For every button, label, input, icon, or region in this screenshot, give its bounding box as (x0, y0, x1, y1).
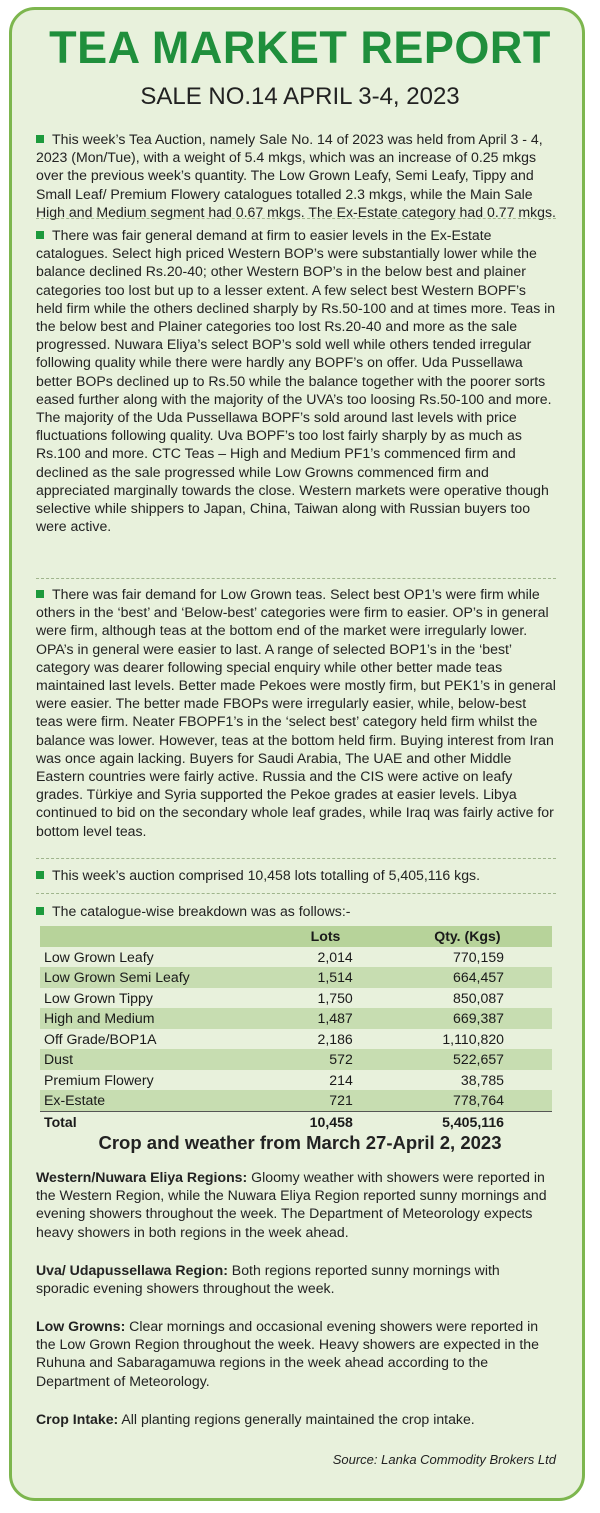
report-title: TEA MARKET REPORT (49, 22, 551, 73)
paragraph-text: The catalogue-wise breakdown was as follows:- (52, 903, 351, 919)
table-row (40, 1049, 552, 1070)
table-cell: 2,014 (317, 948, 353, 965)
table-cell: Ex-Estate (40, 1090, 268, 1111)
table-cell: 10,458 (268, 1111, 383, 1132)
region-label: Uva/ Udapussellawa Region: (36, 1262, 228, 1278)
table-cell: Low Grown Leafy (44, 948, 154, 965)
divider (36, 858, 556, 859)
table-cell: 1,110,820 (442, 1030, 504, 1047)
table-cell: 664,457 (383, 967, 552, 988)
divider (36, 578, 556, 579)
paragraph-text: This week’s auction comprised 10,458 lots totalling of 5,405,116 kgs. (52, 867, 481, 883)
region-text: Clear mornings and occasional evening showers were reported in the Low Grown Region throughout the week. Heavy showers are expected in the Ruhuna and Sabaragamuwa regions in the week ahead according to the Department of Meteorology. (36, 1318, 539, 1389)
table-header-cell: Qty. (Kgs) (383, 926, 552, 947)
table-cell: 850,087 (453, 989, 504, 1006)
report-subtitle: SALE NO.14 APRIL 3-4, 2023 (140, 83, 460, 110)
region-label: Crop Intake: (36, 1411, 119, 1427)
crop-intake-paragraph (36, 1410, 556, 1428)
table-row (40, 988, 552, 1009)
region-text: Gloomy weather with showers were reported in the Western Region, while the Nuwara Eliya Region reported sunny mornings and evening showers throughout the week. The Department of Meteorology expects heavy showers in both regions in the week ahead. (36, 1169, 547, 1240)
table-row (40, 1008, 552, 1029)
table-row (40, 1029, 552, 1050)
divider (36, 893, 556, 894)
crop-western-paragraph (36, 1168, 556, 1241)
region-label: Low Growns: (36, 1318, 126, 1334)
paragraph-text: There was fair demand for Low Grown teas. Select best OP1’s were firm while others in the ‘best’ and ‘Below-best’ categories were firm to easier. OP’s in general were firm, although teas at the bottom end of the market were irregularly lower. OPA’s in general were easier to last. A range of selected BOP1’s in the ‘best’ category was dearer following special enquiry while other better made teas maintained last levels. Better made Pekoes were mostly firm, but PEK1’s in general were easier. The better made FBOPs were irregularly easier, while, below-best teas were firm. Neater FBOPF1’s in the ‘select best’ category held firm whilst the balance was lower. However, teas at the bottom held firm. Buying interest from Iran was once again lacking. Buyers for Saudi Arabia, The UAE and other Middle Eastern countries were fairly active. Russia and the CIS were active on leafy grades. Türkiye and Syria supported the Pekoe grades at easier levels. Libya continued to bid on the secondary whole leaf grades, while Iraq was fairly active for bottom level teas. (36, 586, 556, 839)
square-bullet-icon (36, 907, 44, 915)
table-row (40, 947, 552, 968)
square-bullet-icon (36, 871, 44, 879)
square-bullet-icon (36, 135, 44, 143)
table-cell: Low Grown Tippy (44, 989, 153, 1006)
table-row (40, 967, 552, 988)
crop-low-grown-paragraph (36, 1317, 556, 1390)
table-cell: 38,785 (460, 1071, 504, 1088)
crop-weather-heading: Crop and weather from March 27-April 2, 2023 (98, 1132, 502, 1153)
table-total-row (40, 1111, 552, 1132)
paragraph-breakdown-intro (36, 902, 556, 920)
crop-uva-paragraph (36, 1261, 556, 1297)
table-header-cell: Lots (268, 926, 383, 947)
table-cell: 721 (268, 1090, 383, 1111)
table-header-row (40, 926, 552, 947)
table-header-cell (40, 926, 268, 947)
table-cell: 2,186 (317, 1030, 353, 1047)
paragraph-low-grown (36, 585, 556, 840)
region-text: Both regions reported sunny mornings with sporadic evening showers throughout the week. (36, 1262, 500, 1297)
table-cell: 669,387 (383, 1008, 552, 1029)
table-cell: Off Grade/BOP1A (44, 1030, 157, 1047)
table-cell: 1,750 (317, 989, 353, 1006)
paragraph-sale-summary (36, 130, 556, 221)
table-cell: 1,514 (268, 967, 383, 988)
table-cell: 5,405,116 (383, 1111, 552, 1132)
region-text: All planting regions generally maintained the crop intake. (118, 1411, 475, 1427)
square-bullet-icon (36, 590, 44, 598)
table-cell: Total (40, 1111, 268, 1132)
table-cell: 522,657 (383, 1049, 552, 1070)
table-cell: High and Medium (40, 1008, 268, 1029)
paragraph-ex-estate (36, 226, 556, 535)
table-cell: 778,764 (383, 1090, 552, 1111)
paragraph-text: This week’s Tea Auction, namely Sale No. 14 of 2023 was held from April 3 - 4, 2023 (Mon/Tue), with a weight of 5.4 mkgs, which was an increase of 0.25 mkgs over the previous week’s quantity. The Low Grown Leafy, Semi Leafy, Tippy and Small Leaf/ Premium Flowery catalogues totalled 2.3 mkgs, while the Main Sale High and Medium segment had 0.67 mkgs. The Ex-Estate category had 0.77 mkgs. (36, 131, 556, 220)
table-row (40, 1090, 552, 1111)
table-cell: Low Grown Semi Leafy (40, 967, 268, 988)
table-row (40, 1070, 552, 1091)
table-cell: Premium Flowery (44, 1071, 154, 1088)
divider (36, 218, 556, 219)
table-cell: 214 (329, 1071, 353, 1088)
source-credit: Source: Lanka Commodity Brokers Ltd (332, 1452, 556, 1467)
table-cell: 1,487 (268, 1008, 383, 1029)
table-cell: 572 (268, 1049, 383, 1070)
paragraph-text: There was fair general demand at firm to easier levels in the Ex-Estate catalogues. Select high priced Western BOP’s were substantially lower while the balance declined Rs.20-40; other Western BOP’s in the below best and plainer categories too lost but up to a lesser extent. A few select best Western BOPF’s held firm while the others declined sharply by Rs.50-100 and at times more. Teas in the below best and Plainer categories too lost Rs.20-40 and more as the sale progressed. Nuwara Eliya’s select BOP’s sold well while others tended irregular following quality while there were hardly any BOPF’s on offer. Uda Pussellawa better BOPs declined up to Rs.50 while the balance together with the poorer sorts eased further along with the majority of the UVA’s too loosing Rs.50-100 and more. The majority of the Uda Pussellawa BOPF’s sold around last levels with price fluctuations following quality. Uva BOPF’s too lost fairly sharply by as much as Rs.100 and more. CTC Teas – High and Medium PF1’s commenced firm and declined as the sale progressed while Low Growns commenced firm and appreciated marginally towards the close. Western markets were operative though selective while shippers to Japan, China, Taiwan along with Russian buyers too were active. (36, 227, 556, 535)
region-label: Western/Nuwara Eliya Regions: (36, 1169, 248, 1185)
table-cell: Dust (40, 1049, 268, 1070)
table-cell: 770,159 (453, 948, 504, 965)
paragraph-auction-total (36, 866, 556, 884)
square-bullet-icon (36, 231, 44, 239)
catalogue-breakdown-table (40, 926, 552, 1132)
